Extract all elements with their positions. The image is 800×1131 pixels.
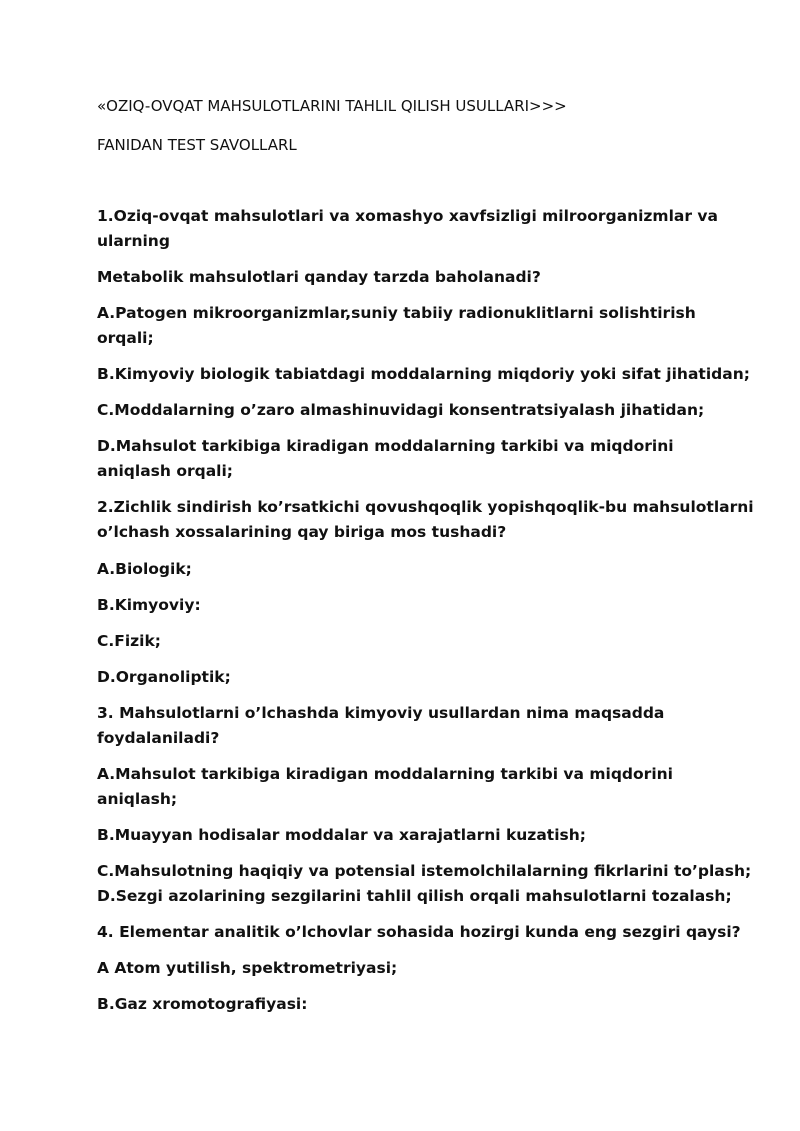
question-3-text-line-1: 3. Mahsulotlarni o’lchashda kimyoviy usullardan nima maqsadda [97, 704, 665, 722]
question-2-option-d: D.Organoliptik; [97, 668, 231, 686]
question-3-option-a-line-2: aniqlash; [97, 790, 178, 808]
question-3-option-b: B.Muayyan hodisalar moddalar va xarajatlarni kuzatish; [97, 826, 586, 844]
question-1-text-line-1: 1.Oziq-ovqat mahsulotlari va xomashyo xavfsizligi milroorganizmlar va [97, 207, 718, 225]
document-subtitle: FANIDAN TEST SAVOLLARL [97, 136, 297, 154]
question-4-text: 4. Elementar analitik o’lchovlar sohasida hozirgi kunda eng sezgiri qaysi? [97, 923, 741, 941]
question-1-text-line-2: ularning [97, 232, 170, 250]
question-1-option-d-line-2: aniqlash orqali; [97, 462, 234, 480]
question-1-option-c: C.Moddalarning o’zaro almashinuvidagi konsentratsiyalash jihatidan; [97, 401, 705, 419]
question-1-option-a-line-2: orqali; [97, 329, 154, 347]
question-1-option-b: B.Kimyoviy biologik tabiatdagi moddalarning miqdoriy yoki sifat jihatidan; [97, 365, 750, 383]
question-2-option-a: A.Biologik; [97, 560, 192, 578]
question-2-option-c: C.Fizik; [97, 632, 162, 650]
question-3-option-c: C.Mahsulotning haqiqiy va potensial istemolchilalarning fikrlarini to’plash; [97, 862, 752, 880]
question-1-option-d-line-1: D.Mahsulot tarkibiga kiradigan moddalarning tarkibi va miqdorini [97, 437, 674, 455]
question-2-text-line-2: o’lchash xossalarining qay biriga mos tushadi? [97, 523, 507, 541]
question-4-option-b: B.Gaz xromotografiyasi: [97, 995, 308, 1013]
question-3-option-a-line-1: A.Mahsulot tarkibiga kiradigan moddalarning tarkibi va miqdorini [97, 765, 673, 783]
question-1-option-a-line-1: A.Patogen mikroorganizmlar,suniy tabiiy radionuklitlarni solishtirish [97, 304, 696, 322]
question-2-option-b: B.Kimyoviy: [97, 596, 201, 614]
question-1-text-line-3: Metabolik mahsulotlari qanday tarzda baholanadi? [97, 268, 541, 286]
question-2-text-line-1: 2.Zichlik sindirish ko’rsatkichi qovushqoqlik yopishqoqlik-bu mahsulotlarni [97, 498, 754, 516]
question-3-text-line-2: foydalaniladi? [97, 729, 220, 747]
question-4-option-a: A Atom yutilish, spektrometriyasi; [97, 959, 398, 977]
question-3-option-d: D.Sezgi azolarining sezgilarini tahlil qilish orqali mahsulotlarni tozalash; [97, 887, 732, 905]
document-title: «OZIQ-OVQAT MAHSULOTLARINI TAHLIL QILISH USULLARI>>> [97, 97, 567, 115]
